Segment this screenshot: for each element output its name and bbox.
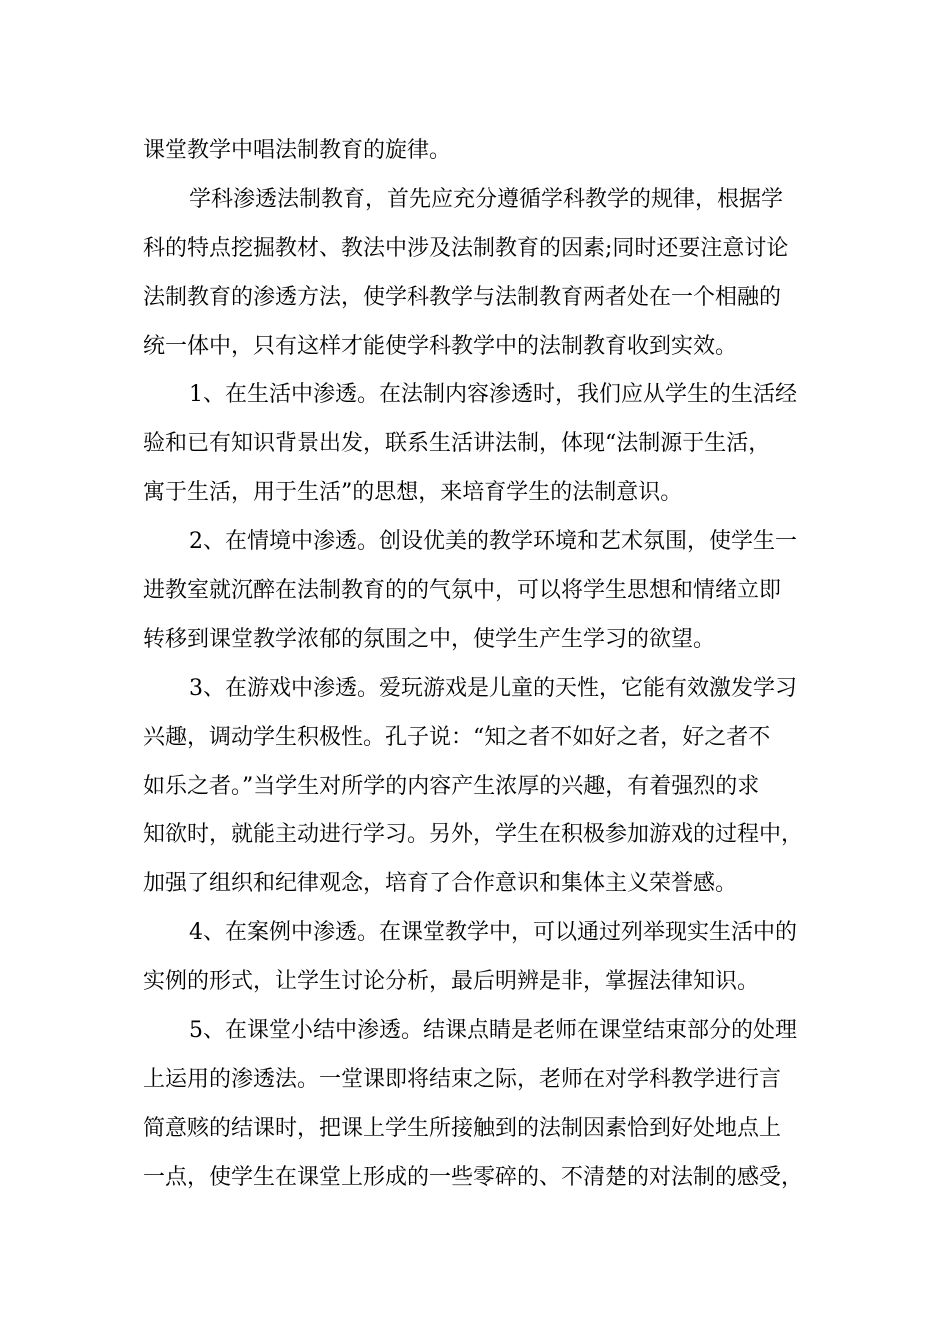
- text-line: 上运用的渗透法。一堂课即将结束之际，老师在对学科教学进行言: [143, 1066, 782, 1092]
- text-line: 知欲时，就能主动进行学习。另外，学生在积极参加游戏的过程中，: [143, 822, 804, 848]
- paragraph-start-line: 学科渗透法制教育，首先应充分遵循学科教学的规律，根据学: [189, 186, 784, 212]
- text-line: 法制教育的渗透方法，使学科教学与法制教育两者处在一个相融的: [143, 284, 782, 310]
- list-item-4-start: 4、在案例中渗透。在课堂教学中，可以通过列举现实生活中的: [189, 920, 797, 946]
- list-item-2-start: 2、在情境中渗透。创设优美的教学环境和艺术氛围，使学生一: [189, 529, 797, 555]
- text-line: 一点，使学生在课堂上形成的一些零碎的、不清楚的对法制的感受，: [143, 1164, 804, 1190]
- text-line: 统一体中，只有这样才能使学科教学中的法制教育收到实效。: [143, 333, 738, 359]
- text-line: 验和已有知识背景出发，联系生活讲法制，体现“法制源于生活，: [143, 431, 771, 457]
- body-text: [143, 127, 825, 1203]
- text-line: 兴趣，调动学生积极性。孔子说：“知之者不如好之者，好之者不: [143, 724, 771, 750]
- text-line: 简意赅的结课时，把课上学生所接触到的法制因素恰到好处地点上: [143, 1115, 782, 1141]
- text-line: 实例的形式，让学生讨论分析，最后明辨是非，掌握法律知识。: [143, 969, 760, 995]
- text-line: 科的特点挖掘教材、教法中涉及法制教育的因素;同时还要注意讨论: [143, 235, 789, 261]
- text-line: 进教室就沉醉在法制教育的的气氛中，可以将学生思想和情绪立即: [143, 578, 782, 604]
- text-line: 加强了组织和纪律观念，培育了合作意识和集体主义荣誉感。: [143, 871, 738, 897]
- list-item-3-start: 3、在游戏中渗透。爱玩游戏是儿童的天性，它能有效激发学习: [189, 675, 797, 701]
- text-line: 寓于生活，用于生活”的思想，来培育学生的法制意识。: [143, 480, 683, 506]
- text-line: 转移到课堂教学浓郁的氛围之中，使学生产生学习的欲望。: [143, 626, 716, 652]
- text-line: 课堂教学中唱法制教育的旋律。: [143, 138, 452, 163]
- list-item-1-start: 1、在生活中渗透。在法制内容渗透时，我们应从学生的生活经: [189, 382, 797, 408]
- list-item-5-start: 5、在课堂小结中渗透。结课点睛是老师在课堂结束部分的处理: [189, 1018, 797, 1044]
- text-line: 如乐之者。”当学生对所学的内容产生浓厚的兴趣，有着强烈的求: [143, 773, 760, 799]
